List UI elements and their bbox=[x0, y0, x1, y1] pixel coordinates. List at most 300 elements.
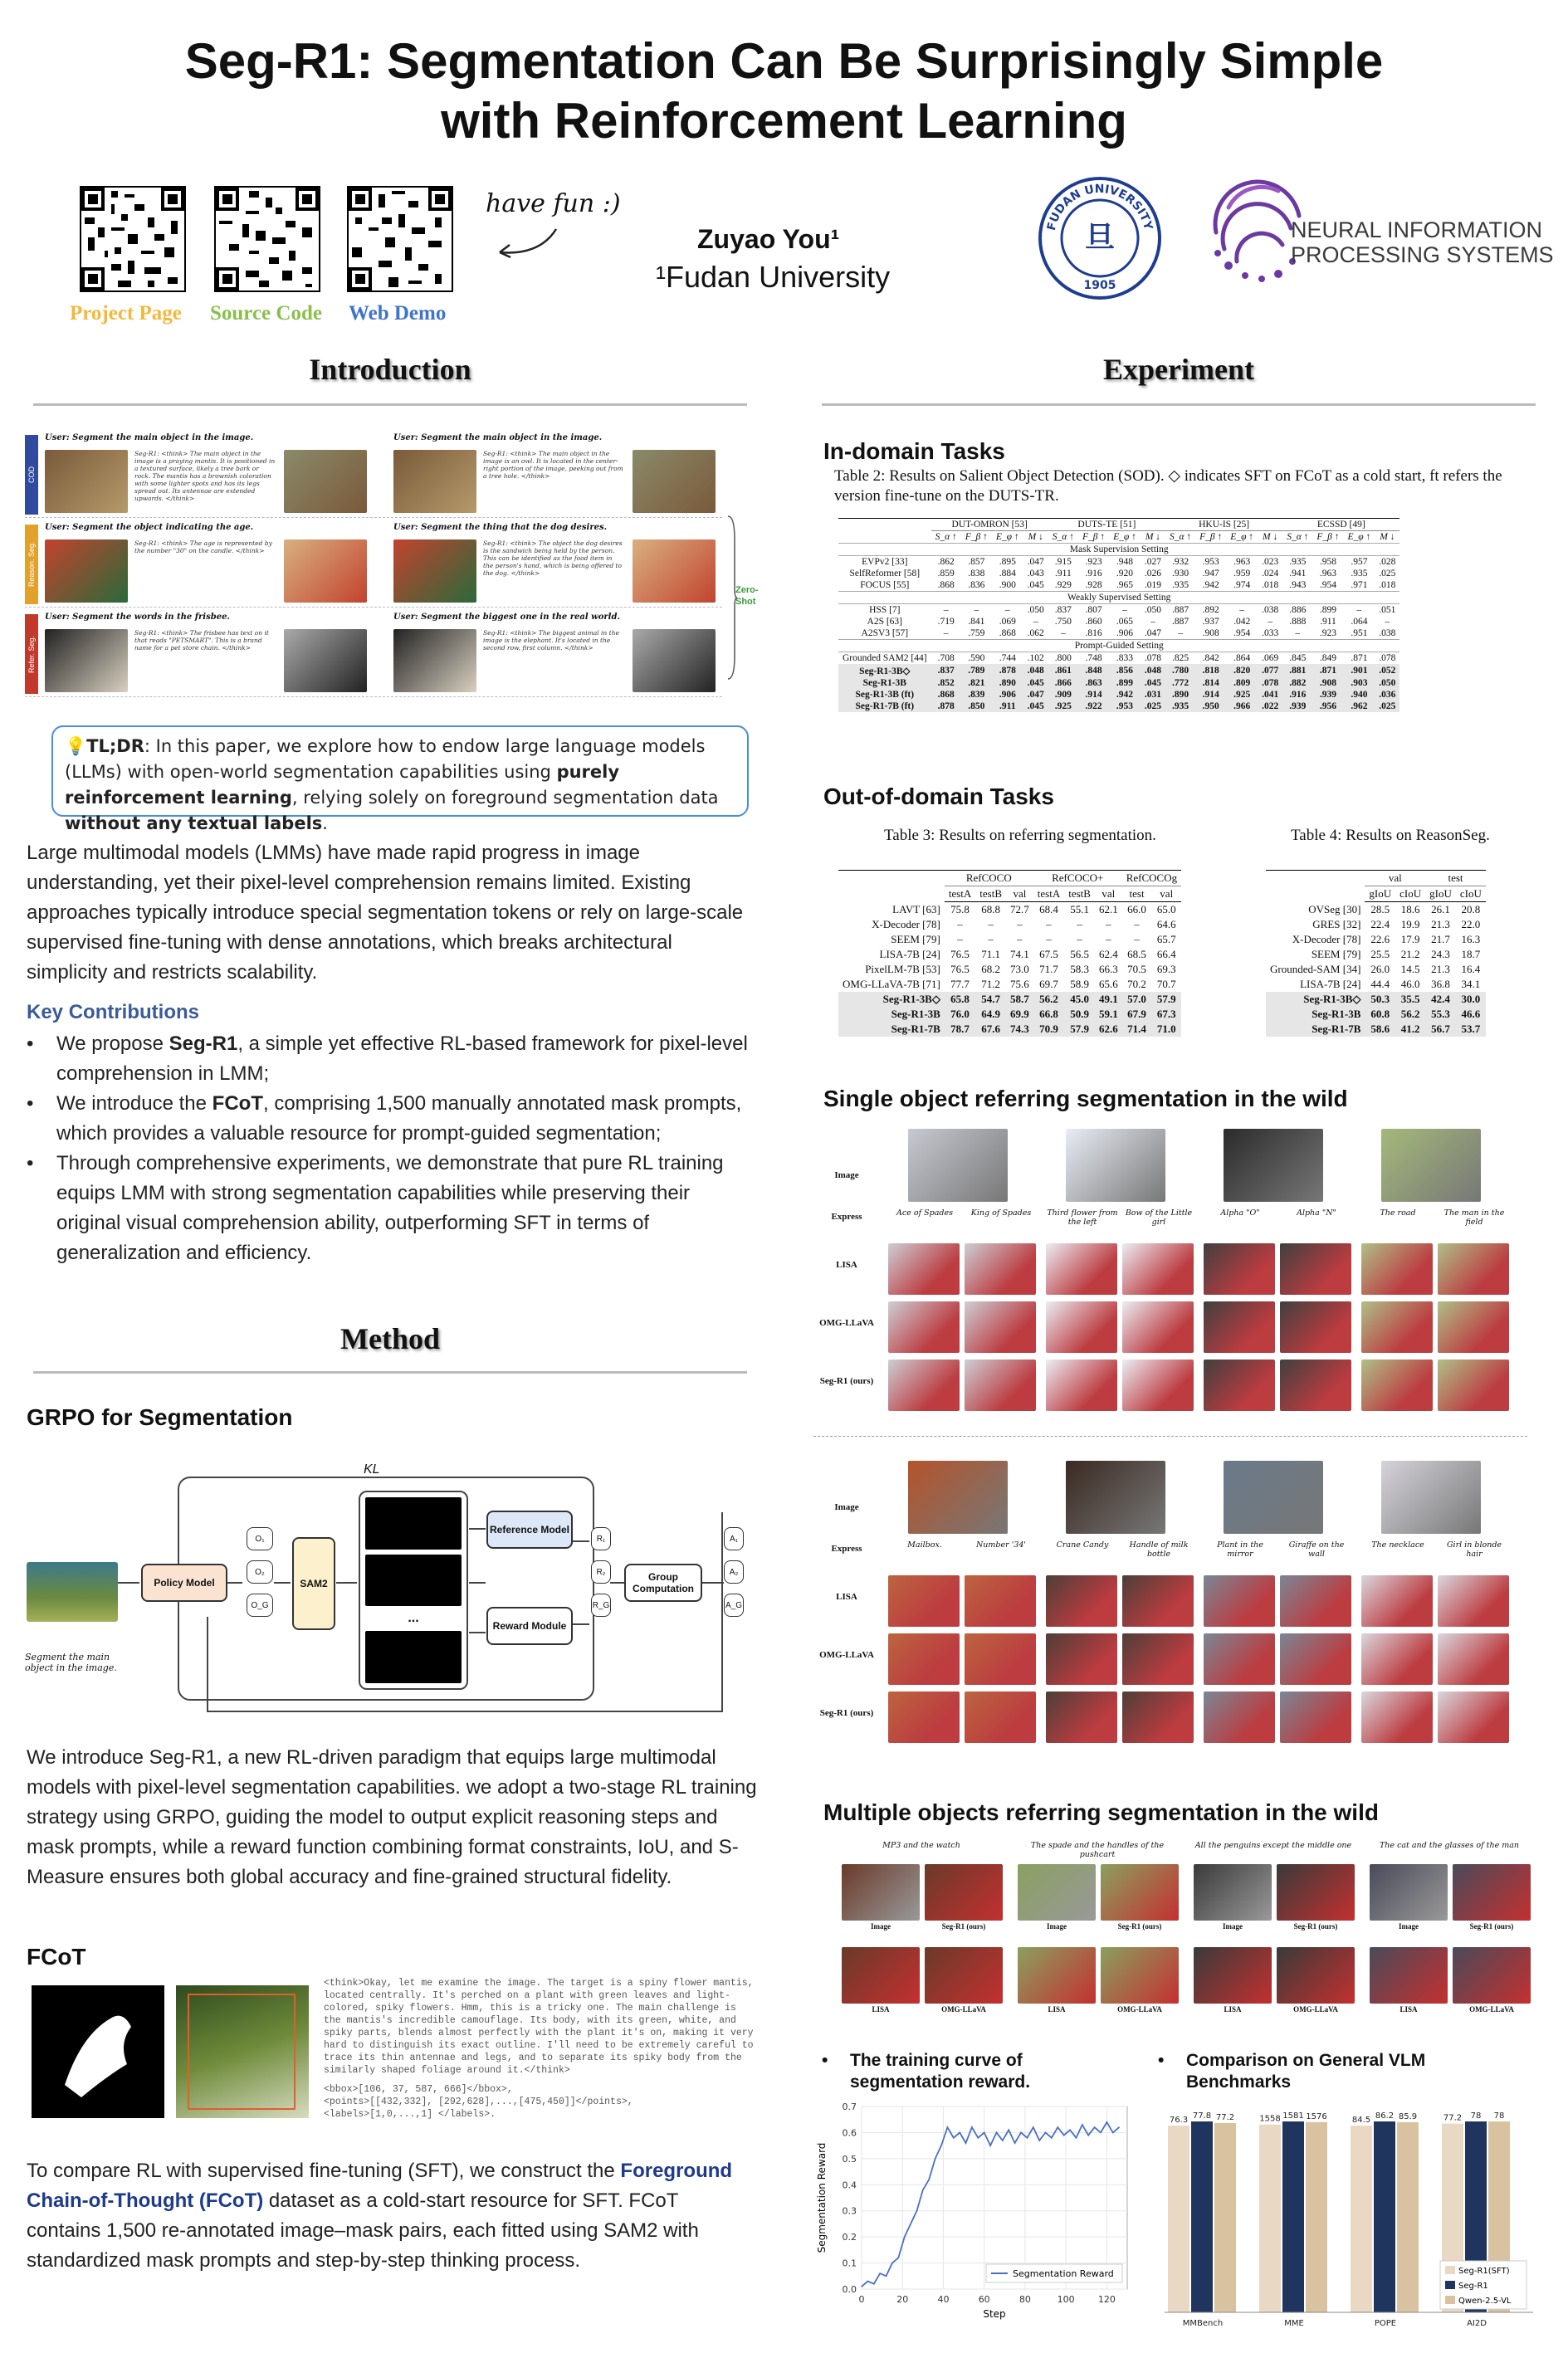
table-row bbox=[838, 977, 1181, 992]
fcot-paragraph-c: dataset as a cold-start resource for SFT. FCoT contains 1,500 re-annotated image–mask pairs, each fitted using SAM2 with standardized mask prompts and step-by-step thinking process. bbox=[27, 2189, 699, 2272]
intro-paragraph: Large multimodal models (LMMs) have made rapid progress in image understanding, yet their pixel-level comprehension remains limited. Existing approaches typically introduce special segmentation tokens or rely on large-scale supervised fine-tuning with dense annotations, which breaks architectural simplicity and restricts scalability. bbox=[27, 842, 744, 984]
table-cell: .022 bbox=[1258, 701, 1282, 712]
author-name: Zuyao You¹ bbox=[697, 224, 840, 254]
table-cell: Seg-R1-3B bbox=[838, 677, 931, 689]
example-output-image bbox=[633, 629, 716, 692]
table-cell: 65.6 bbox=[1098, 978, 1118, 990]
output-og-label: O_G bbox=[251, 1600, 269, 1610]
table-cell: HSS [7] bbox=[869, 605, 901, 615]
table-cell: OVSeg [30] bbox=[1308, 902, 1361, 915]
grid-result-image bbox=[1046, 1301, 1117, 1353]
example-output-image bbox=[284, 539, 367, 603]
example-user-query: User: Segment the main object in the image. bbox=[45, 433, 254, 442]
table-cell: 62.1 bbox=[1098, 903, 1118, 915]
table-header-cell: DUT-OMRON [53] bbox=[931, 519, 1048, 531]
benchmark-bar-chart bbox=[1158, 2098, 1548, 2339]
table-header-cell: cIoU bbox=[1456, 886, 1486, 902]
multi-image-label: Seg-R1 (ours) bbox=[1117, 1922, 1162, 1931]
grid-result-image bbox=[1204, 1692, 1275, 1743]
key-contributions-heading: Key Contributions bbox=[27, 1001, 199, 1023]
table-header-cell: RefCOCO+ bbox=[1033, 871, 1122, 886]
legend-swatch bbox=[1445, 2266, 1455, 2274]
table-cell: .911 bbox=[1320, 617, 1336, 627]
reward-point bbox=[1058, 2126, 1059, 2128]
contributions-list bbox=[27, 1029, 757, 1268]
grid-source-image bbox=[1066, 1129, 1165, 1202]
grid-result-image bbox=[1122, 1301, 1194, 1353]
fcot-points-text: <points>[[432,332], [292,628],...,[475,450]]</points>, bbox=[324, 2097, 633, 2107]
multi-image-label: LISA bbox=[1048, 2005, 1066, 2014]
table-header-cell: F_β ↑ bbox=[1082, 532, 1106, 542]
bench-bar bbox=[1259, 2125, 1281, 2312]
table-row bbox=[838, 677, 1399, 689]
table-cell: .916 bbox=[1085, 569, 1102, 578]
table-cell: .957 bbox=[1351, 557, 1368, 567]
multi-image bbox=[1277, 1864, 1355, 1921]
grid-expression: Handle of milk bottle bbox=[1129, 1540, 1189, 1559]
grid-expression: Alpha "N" bbox=[1297, 1208, 1336, 1218]
c1-text-c: , a simple yet effective RL-based framework for pixel-level comprehension in LMM; bbox=[56, 1032, 748, 1085]
table-cell: .045 bbox=[1023, 677, 1048, 689]
reward-point bbox=[1112, 2132, 1114, 2134]
table-row bbox=[1266, 932, 1486, 947]
y-tick-label: 0.3 bbox=[842, 2205, 857, 2217]
poster-title bbox=[0, 32, 1568, 151]
table-cell: A2SV3 [57] bbox=[861, 628, 909, 638]
table-cell: .848 bbox=[1078, 664, 1109, 677]
reward-point bbox=[1002, 2140, 1004, 2141]
curve-title-item: • The training curve of segmentation reward. bbox=[822, 2050, 1137, 2093]
table-cell: A2S [63] bbox=[867, 617, 903, 627]
mask-image bbox=[365, 1497, 462, 1550]
table-header-row bbox=[838, 519, 1399, 531]
grid-expression: The necklace bbox=[1371, 1540, 1424, 1550]
table-cell: 66.3 bbox=[1098, 963, 1118, 975]
example-user-query: User: Segment the thing that the dog desires. bbox=[393, 523, 608, 532]
table-cell: 65.7 bbox=[1156, 933, 1176, 945]
multi-expression: The spade and the handles of the pushcart bbox=[1030, 1841, 1165, 1859]
grid-divider bbox=[813, 1436, 1527, 1437]
table-cell: .963 bbox=[1319, 569, 1336, 578]
example-output-image bbox=[284, 450, 367, 513]
table-header-cell: M ↓ bbox=[1145, 532, 1161, 542]
grid-result-image bbox=[1280, 1633, 1351, 1685]
example-input-image bbox=[393, 629, 476, 692]
table-cell: X-Decoder [78] bbox=[1292, 933, 1361, 945]
table-cell: .048 bbox=[1141, 664, 1165, 677]
multi-image-label: OMG-LLaVA bbox=[1293, 2005, 1338, 2014]
table-header-cell: testB bbox=[1064, 886, 1095, 902]
c3-text: Through comprehensive experiments, we demonstrate that pure RL training equips LMM with strong segmentation capabilities while preserving their original visual comprehension ability, outperforming SFT in terms of generalization and efficiency. bbox=[56, 1152, 724, 1264]
table-cell: .948 bbox=[1116, 557, 1134, 567]
table-cell: .925 bbox=[1048, 701, 1078, 712]
out-of-domain-heading: Out-of-domain Tasks bbox=[823, 784, 1054, 809]
table-cell: 18.6 bbox=[1400, 903, 1420, 915]
table-cell: .050 bbox=[1027, 605, 1044, 615]
table-cell: – bbox=[1077, 933, 1082, 945]
grid-result-image bbox=[1046, 1633, 1117, 1685]
table-cell: .833 bbox=[1116, 653, 1134, 663]
table-cell: 58.6 bbox=[1365, 1022, 1395, 1037]
grid-result-image bbox=[1204, 1360, 1275, 1411]
reward-point bbox=[922, 2189, 924, 2191]
table-header-cell: M ↓ bbox=[1263, 532, 1278, 542]
table-setting-row bbox=[838, 592, 1399, 604]
tldr-label: TL;DR bbox=[86, 736, 144, 756]
c2-text-a: We introduce the bbox=[56, 1092, 212, 1115]
table-row bbox=[1266, 992, 1486, 1007]
chart-legend bbox=[986, 2264, 1122, 2282]
table-header-cell: val bbox=[1151, 886, 1181, 902]
table-header-row bbox=[838, 886, 1181, 902]
table-cell: SelfReformer [58] bbox=[849, 569, 921, 578]
grid-result-image bbox=[1438, 1692, 1509, 1743]
grid-expression: Mailbox. bbox=[907, 1540, 942, 1550]
multi-image-label: OMG-LLaVA bbox=[941, 2005, 986, 2014]
example-user-query: User: Segment the biggest one in the real world. bbox=[393, 613, 620, 622]
table-cell: .915 bbox=[1054, 557, 1072, 567]
table-cell: 22.6 bbox=[1370, 933, 1390, 945]
grid-source-image bbox=[1224, 1461, 1323, 1534]
table-cell: 66.4 bbox=[1156, 948, 1176, 960]
table-cell: 71.1 bbox=[981, 948, 1001, 960]
table-cell: 55.3 bbox=[1425, 1007, 1456, 1022]
table-cell: .047 bbox=[1023, 689, 1048, 701]
table-cell: 69.9 bbox=[1006, 1007, 1033, 1022]
table-cell: .954 bbox=[1319, 580, 1336, 590]
grid-row-label: Seg-R1 (ours) bbox=[819, 1708, 874, 1718]
legend-label: Qwen-2.5-VL bbox=[1458, 2297, 1512, 2306]
table-cell: Seg-R1-3B◇ bbox=[1266, 992, 1365, 1007]
table-row bbox=[1266, 1022, 1486, 1037]
grid-row-label: Seg-R1 (ours) bbox=[819, 1376, 874, 1386]
table-cell: .047 bbox=[1144, 628, 1161, 638]
table-cell: .027 bbox=[1144, 557, 1161, 567]
grid-result-image bbox=[888, 1633, 960, 1685]
introduction-rule bbox=[33, 403, 747, 406]
table-cell: – bbox=[1106, 933, 1111, 945]
table-row bbox=[838, 947, 1181, 962]
grid-result-image bbox=[965, 1692, 1036, 1743]
grid-result-image bbox=[1122, 1633, 1194, 1685]
table-cell: .935 bbox=[1289, 557, 1307, 567]
reward-point bbox=[947, 2126, 949, 2128]
table-header-cell: testB bbox=[975, 886, 1006, 902]
table-cell: – bbox=[957, 918, 963, 930]
fcot-paragraph-a: To compare RL with supervised fine-tuning (SFT), we construct the bbox=[27, 2160, 621, 2182]
table-row bbox=[838, 992, 1181, 1007]
table-cell: .971 bbox=[1351, 580, 1368, 590]
table-cell: 68.2 bbox=[981, 963, 1001, 975]
table-header-cell: gIoU bbox=[1425, 886, 1456, 902]
grid-expression: King of Spades bbox=[970, 1208, 1032, 1218]
experiment-heading: Experiment bbox=[1103, 353, 1254, 386]
table-cell: .028 bbox=[1379, 557, 1396, 567]
table-cell: .950 bbox=[1195, 701, 1226, 712]
table-cell: .077 bbox=[1258, 664, 1282, 677]
multi-image-label: Image bbox=[1223, 1922, 1243, 1931]
table-cell: .807 bbox=[1085, 605, 1102, 615]
table-cell: – bbox=[1150, 617, 1155, 627]
table-cell: – bbox=[1239, 605, 1245, 615]
qr-code-project[interactable] bbox=[80, 186, 186, 292]
table-cell bbox=[1266, 871, 1365, 886]
grid-result-image bbox=[888, 1575, 960, 1627]
reward-point bbox=[971, 2126, 973, 2128]
method-paragraph: We introduce Seg-R1, a new RL-driven paradigm that equips large multimodal models with pixel-level segmentation capabilities. we adopt a two-stage RL training strategy using GRPO, guiding the model to output explicit reasoning steps and mask prompts, while a reward function combining format constraints, IoU, and S-Measure ensures both global accuracy and fine-grained structural fidelity. bbox=[27, 1746, 757, 1888]
group-computation-box bbox=[624, 1564, 702, 1602]
bench-bar bbox=[1374, 2121, 1395, 2312]
grid-result-image bbox=[1046, 1692, 1117, 1743]
table-cell: Seg-R1-3B◇ bbox=[838, 992, 945, 1007]
x-tick-label: 20 bbox=[896, 2294, 909, 2305]
table-cell: 70.5 bbox=[1127, 963, 1146, 975]
bench-bar bbox=[1214, 2123, 1236, 2312]
table-cell: .965 bbox=[1116, 580, 1134, 590]
table-cell: 56.2 bbox=[1033, 992, 1064, 1007]
table-cell: .878 bbox=[992, 664, 1023, 677]
table-cell: 71.7 bbox=[1039, 963, 1058, 975]
table-header-cell: F_β ↑ bbox=[1199, 532, 1223, 542]
table-header-cell: S_α ↑ bbox=[1287, 532, 1309, 542]
example-input-image bbox=[393, 539, 476, 603]
sam2-label: SAM2 bbox=[300, 1578, 328, 1589]
svg-text:1905: 1905 bbox=[1083, 279, 1116, 292]
reward-point bbox=[1008, 2129, 1009, 2131]
table-setting-cell: Weakly Supervised Setting bbox=[838, 592, 1399, 604]
reward-point bbox=[928, 2179, 930, 2180]
contribution-item: • We introduce the FCoT, comprising 1,500 manually annotated mask prompts, which provides a valuable resource for prompt-guided segmentation; bbox=[27, 1092, 742, 1145]
table-cell: – bbox=[1295, 628, 1301, 638]
multi-image-label: LISA bbox=[1224, 2005, 1242, 2014]
grid-result-image bbox=[1204, 1575, 1275, 1627]
table-cell: 73.0 bbox=[1010, 963, 1029, 975]
multi-image-label: LISA bbox=[872, 2005, 890, 2014]
table-cell: .911 bbox=[992, 701, 1023, 712]
reference-model-box bbox=[486, 1511, 573, 1549]
table-cell: .069 bbox=[999, 617, 1016, 627]
table-cell: 72.7 bbox=[1010, 903, 1029, 915]
reward-point bbox=[1051, 2137, 1053, 2139]
bench-bar bbox=[1168, 2126, 1189, 2312]
grid-result-image bbox=[1280, 1301, 1351, 1353]
table-cell: .748 bbox=[1085, 653, 1102, 663]
reward-point bbox=[953, 2137, 955, 2139]
table-cell: .842 bbox=[1202, 653, 1219, 663]
table-cell: 16.4 bbox=[1461, 963, 1481, 975]
table-cell: .868 bbox=[931, 689, 961, 701]
table-cell: 56.5 bbox=[1070, 948, 1089, 960]
table-cell: .951 bbox=[1351, 628, 1368, 638]
table-cell: .820 bbox=[1226, 664, 1258, 677]
mask-image bbox=[365, 1555, 462, 1607]
qr-code-demo[interactable] bbox=[347, 186, 453, 292]
single-object-heading: Single object referring segmentation in the wild bbox=[823, 1086, 1348, 1111]
table-cell: – bbox=[1122, 605, 1127, 615]
table-row bbox=[838, 902, 1181, 918]
x-axis-label: Step bbox=[983, 2308, 1006, 2320]
table-cell: LAVT [63] bbox=[892, 902, 940, 915]
reward-point bbox=[1045, 2132, 1047, 2134]
y-tick-label: 0.5 bbox=[842, 2153, 857, 2165]
fudan-logo bbox=[1038, 176, 1162, 300]
table-cell: – bbox=[957, 933, 963, 945]
grid-result-image bbox=[888, 1360, 960, 1411]
table-cell: – bbox=[988, 933, 994, 945]
example-output-image bbox=[284, 629, 367, 692]
bar-value-label: 77.8 bbox=[1192, 2111, 1212, 2121]
table-header-row bbox=[838, 871, 1181, 886]
grid-expression: Girl in blonde hair bbox=[1446, 1540, 1502, 1559]
table-cell: .837 bbox=[1054, 605, 1072, 615]
example-user-query: User: Segment the main object in the image. bbox=[393, 433, 603, 442]
bench-bar bbox=[1306, 2122, 1327, 2312]
table-cell bbox=[838, 519, 931, 531]
fcot-source-image bbox=[176, 1985, 309, 2118]
table-header-cell: test bbox=[1425, 871, 1486, 886]
table-row bbox=[838, 579, 1399, 592]
grid-result-image bbox=[1280, 1360, 1351, 1411]
table-cell: .065 bbox=[1116, 617, 1134, 627]
table-cell: 77.7 bbox=[950, 978, 970, 990]
table-cell: Seg-R1-7B (ft) bbox=[838, 701, 931, 712]
multi-image bbox=[1018, 1864, 1096, 1921]
policy-model-label: Policy Model bbox=[154, 1577, 215, 1589]
table-cell: – bbox=[1178, 628, 1183, 638]
bar-value-label: 1581 bbox=[1282, 2111, 1304, 2121]
chart-legend bbox=[1440, 2261, 1526, 2309]
table-cell: .911 bbox=[1055, 569, 1072, 578]
kl-label: KL bbox=[364, 1462, 380, 1477]
multi-object-heading: Multiple objects referring segmentation in the wild bbox=[823, 1799, 1379, 1825]
table-cell: 62.4 bbox=[1098, 948, 1118, 960]
reward-point bbox=[984, 2132, 985, 2134]
table-cell: Seg-R1-3B◇ bbox=[838, 664, 931, 677]
table-cell: .963 bbox=[1233, 557, 1251, 567]
table-cell: .901 bbox=[1344, 664, 1375, 677]
grid-result-image bbox=[1122, 1360, 1194, 1411]
reward-point bbox=[867, 2281, 869, 2282]
multi-expression: All the penguins except the middle one bbox=[1194, 1841, 1352, 1850]
reward-point bbox=[989, 2145, 991, 2146]
table-cell: .048 bbox=[1023, 664, 1048, 677]
grid-row-label: OMG-LLaVA bbox=[819, 1650, 874, 1660]
multi-image bbox=[1101, 1864, 1179, 1921]
table-cell: .922 bbox=[1078, 701, 1109, 712]
y-tick-label: 0.6 bbox=[842, 2127, 857, 2139]
table-cell: 26.0 bbox=[1370, 963, 1390, 975]
category-label: AI2D bbox=[1467, 2319, 1487, 2328]
table-cell: – bbox=[1017, 918, 1023, 930]
table-header-cell: val bbox=[1006, 886, 1033, 902]
table-cell: 58.9 bbox=[1070, 978, 1089, 990]
example-user-query: User: Segment the object indicating the age. bbox=[45, 523, 254, 532]
table-cell: .031 bbox=[1141, 689, 1165, 701]
table-cell: .892 bbox=[1202, 605, 1219, 615]
advantage-ag bbox=[724, 1594, 744, 1617]
table-header-cell: M ↓ bbox=[1028, 532, 1043, 542]
table-cell: 18.7 bbox=[1461, 948, 1481, 960]
table-setting-row bbox=[838, 544, 1399, 556]
reward-r2-label: R₂ bbox=[596, 1567, 606, 1577]
table3 bbox=[838, 870, 1181, 1037]
table-cell: .935 bbox=[1165, 701, 1195, 712]
table-cell: .937 bbox=[1202, 617, 1219, 627]
y-tick-label: 0.7 bbox=[842, 2102, 857, 2112]
mask-stack bbox=[359, 1491, 468, 1690]
multi-image bbox=[842, 1947, 920, 2004]
table3-caption: Table 3: Results on referring segmentation. bbox=[884, 827, 1156, 844]
multi-image bbox=[1370, 1947, 1448, 2004]
table-row bbox=[838, 1007, 1181, 1022]
output-o1 bbox=[247, 1527, 273, 1550]
x-tick-label: 0 bbox=[858, 2294, 865, 2305]
advantage-ag-label: A_G bbox=[725, 1600, 742, 1610]
table-row bbox=[1266, 902, 1486, 918]
table-cell: .939 bbox=[1312, 689, 1343, 701]
experiment-rule bbox=[822, 403, 1536, 406]
reward-point bbox=[904, 2236, 906, 2238]
table-cell: .871 bbox=[1312, 664, 1343, 677]
table-cell: 44.4 bbox=[1370, 978, 1390, 990]
table-header-cell: gIoU bbox=[1365, 886, 1395, 902]
c1-text-a: We propose bbox=[56, 1032, 169, 1055]
source-code-link[interactable]: Source Code bbox=[210, 302, 322, 325]
output-o2-label: O₂ bbox=[255, 1567, 265, 1577]
intro-figure bbox=[25, 432, 759, 697]
grid-result-image bbox=[1204, 1301, 1275, 1353]
table-cell: .719 bbox=[937, 617, 955, 627]
table-cell: .866 bbox=[1048, 677, 1078, 689]
table-cell: 67.5 bbox=[1039, 948, 1058, 960]
tldr-box bbox=[51, 725, 749, 833]
table-header-cell: S_α ↑ bbox=[1052, 532, 1074, 542]
multi-image-label: OMG-LLaVA bbox=[1469, 2005, 1514, 2014]
table-cell: .859 bbox=[937, 569, 955, 578]
reward-rg-label: R_G bbox=[592, 1600, 610, 1610]
table-cell: 75.6 bbox=[1010, 978, 1029, 990]
table-cell: Grounded SAM2 [44] bbox=[843, 653, 927, 663]
table-cell: .857 bbox=[968, 557, 985, 567]
table-cell: .887 bbox=[1172, 617, 1189, 627]
qr-code-source[interactable] bbox=[214, 186, 320, 292]
rewards-column bbox=[591, 1527, 611, 1643]
table-cell: .839 bbox=[961, 689, 992, 701]
table-cell: 46.6 bbox=[1456, 1007, 1486, 1022]
table-row bbox=[1266, 947, 1486, 962]
table-cell: .024 bbox=[1262, 569, 1279, 578]
table-cell: .045 bbox=[1141, 677, 1165, 689]
grid-expression: Bow of the Little girl bbox=[1125, 1208, 1193, 1227]
table-cell: .759 bbox=[968, 628, 985, 638]
web-demo-link[interactable]: Web Demo bbox=[349, 302, 447, 325]
table-cell: 57.0 bbox=[1122, 992, 1152, 1007]
reward-point bbox=[910, 2224, 911, 2225]
table-cell: 67.6 bbox=[975, 1022, 1006, 1037]
table-cell: .050 bbox=[1144, 605, 1161, 615]
table-header-row bbox=[1266, 886, 1486, 902]
table-cell: .863 bbox=[1078, 677, 1109, 689]
grid-result-image bbox=[1438, 1360, 1509, 1411]
mantis-mask-icon bbox=[32, 1985, 164, 2118]
input-prompt: Segment the main object in the image. bbox=[25, 1652, 117, 1673]
sam2-box bbox=[292, 1537, 335, 1630]
table-cell: .800 bbox=[1054, 653, 1072, 663]
fcot-bbox bbox=[188, 1994, 296, 2110]
project-page-link[interactable]: Project Page bbox=[70, 302, 182, 325]
table-cell: .888 bbox=[1289, 617, 1307, 627]
table-cell: .908 bbox=[1202, 628, 1219, 638]
